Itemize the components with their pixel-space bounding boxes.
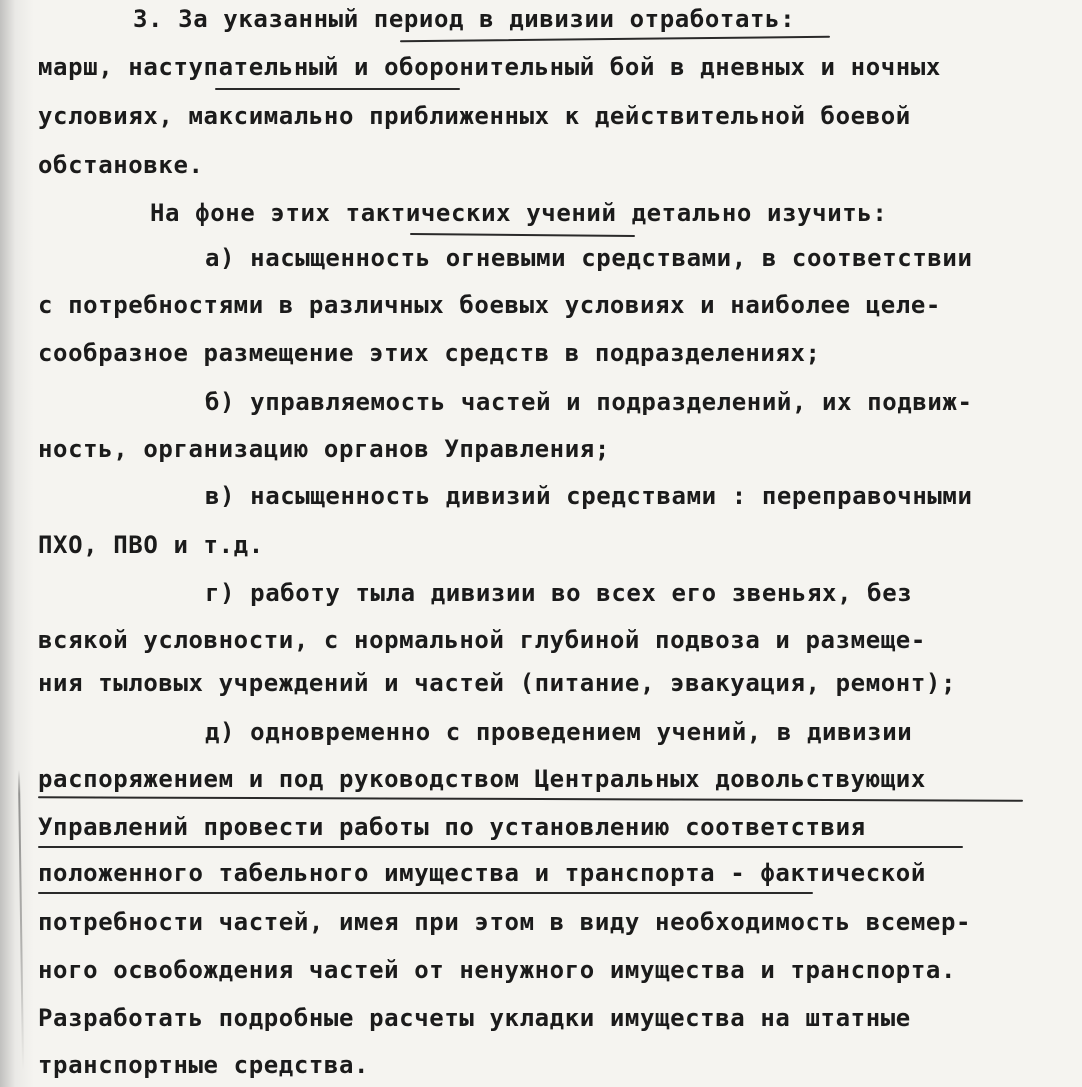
underline-mark bbox=[400, 36, 830, 43]
text-line: ПХО, ПВО и т.д. bbox=[38, 531, 264, 559]
text-line: ного освобождения частей от ненужного имущества и транспорта. bbox=[38, 956, 957, 984]
text-line: всякой условности, с нормальной глубиной подвоза и размеще- bbox=[38, 626, 926, 654]
text-line: обстановке. bbox=[38, 151, 204, 179]
list-item-v: в) насыщенность дивизий средствами : переправочными bbox=[205, 482, 973, 510]
underline-mark bbox=[38, 892, 813, 894]
text-line: ность, организацию органов Управления; bbox=[38, 435, 610, 463]
list-item-a: а) насыщенность огневыми средствами, в соответствии bbox=[205, 244, 973, 272]
text-line: На фоне этих тактических учений детально изучить: bbox=[150, 199, 888, 227]
text-line: положенного табельного имущества и транспорта - фактической bbox=[38, 859, 926, 887]
underline-mark bbox=[215, 88, 460, 90]
text-line: условиях, максимально приближенных к действительной боевой bbox=[38, 102, 911, 130]
underline-mark bbox=[410, 233, 635, 237]
text-line: сообразное размещение этих средств в подразделениях; bbox=[38, 339, 821, 367]
text-line: Разработать подробные расчеты укладки имущества на штатные bbox=[38, 1004, 911, 1032]
heading-line: 3. За указанный период в дивизии отработать: bbox=[133, 5, 796, 33]
underline-mark bbox=[38, 846, 963, 848]
list-item-d: д) одновременно с проведением учений, в дивизии bbox=[205, 718, 913, 746]
text-line: марш, наступательный и оборонительный бой в дневных и ночных bbox=[38, 53, 941, 81]
text-line: распоряжением и под руководством Центральных довольствующих bbox=[38, 765, 926, 793]
text-line: с потребностями в различных боевых условиях и наиболее целе- bbox=[38, 291, 941, 319]
text-line: транспортные средства. bbox=[38, 1051, 370, 1079]
list-item-b: б) управляемость частей и подразделений, их подвиж- bbox=[205, 388, 973, 416]
text-line: ния тыловых учреждений и частей (питание, эвакуация, ремонт); bbox=[38, 669, 957, 697]
text-line: потребности частей, имея при этом в виду необходимость всемер- bbox=[38, 908, 972, 936]
underline-mark bbox=[38, 796, 1023, 801]
text-line: Управлений провести работы по установлению соответствия bbox=[38, 813, 866, 841]
page-edge-shadow bbox=[0, 0, 34, 1087]
list-item-g: г) работу тыла дивизии во всех его звеньях, без bbox=[205, 579, 913, 607]
